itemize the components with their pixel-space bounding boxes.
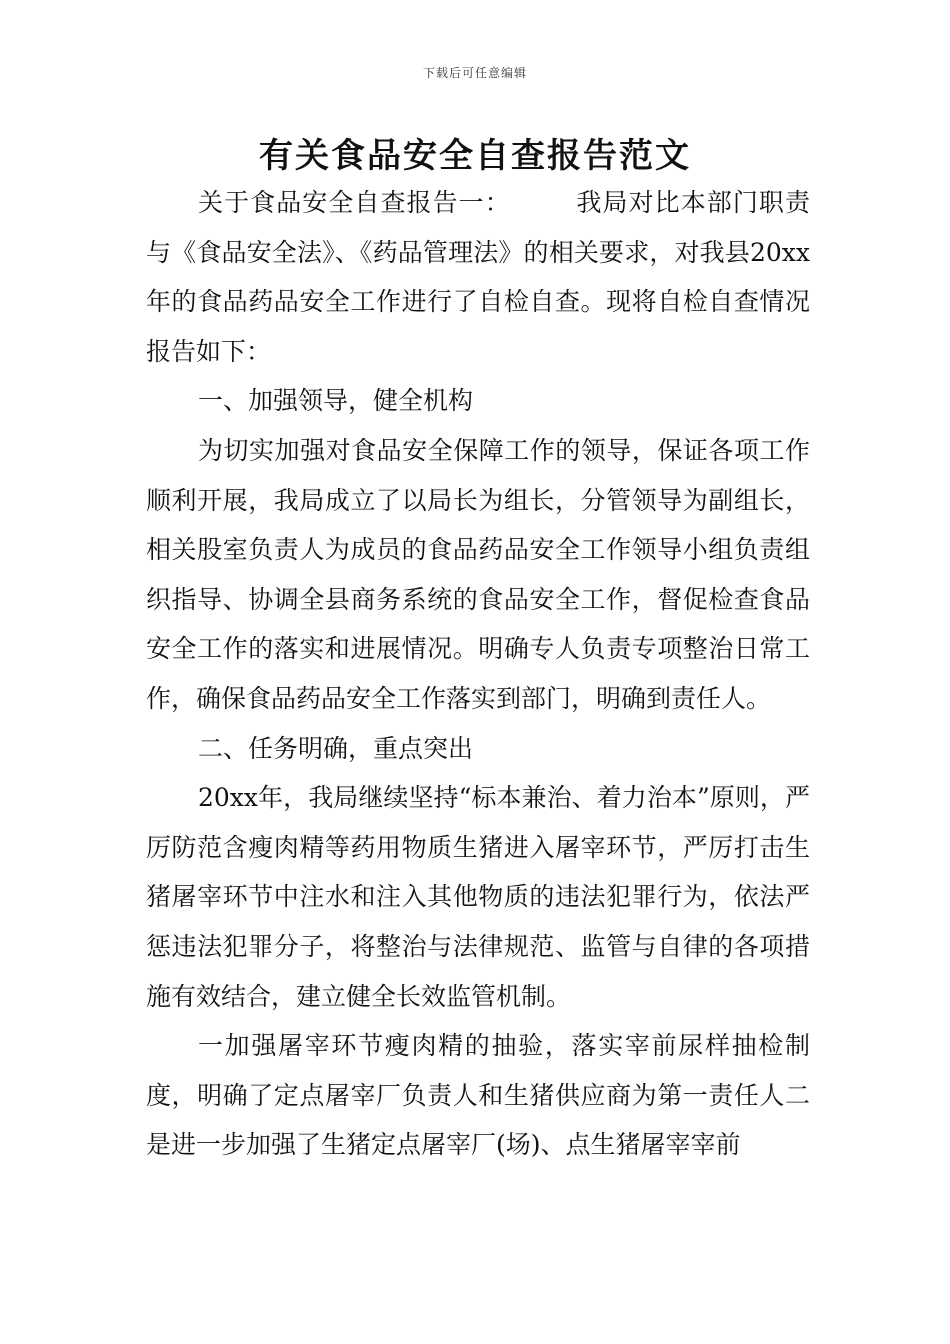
- header-note: 下载后可任意编辑: [422, 66, 527, 80]
- paragraph-tasks: 20xx年，我局继续坚持“标本兼治、着力治本”原则，严厉防范含瘦肉精等药用物质生猪进入屠宰环节，严厉打击生猪屠宰环节中注水和注入其他物质的违法犯罪行为，依法严惩违法犯罪分子，将整治与法律规范、监管与自律的各项措施有效结合，建立健全长效监管机制。: [146, 783, 810, 1011]
- document-title: 有关食品安全自查报告范文: [259, 136, 691, 176]
- section-heading-2: 二、任务明确，重点突出: [198, 733, 474, 763]
- document-body: [146, 178, 810, 1170]
- paragraph-intro: 关于食品安全自查报告一： 我局对比本部门职责与《食品安全法》、《药品管理法》的相关要求，对我县20xx年的食品药品安全工作进行了自检自查。现将自检自查情况报告如下：: [146, 188, 810, 366]
- paragraph-leadership: 为切实加强对食品安全保障工作的领导，保证各项工作顺利开展，我局成立了以局长为组长，分管领导为副组长，相关股室负责人为成员的食品药品安全工作领导小组负责组织指导、协调全县商务系统的食品安全工作，督促检查食品安全工作的落实和进展情况。明确专人负责专项整治日常工作，确保食品药品安全工作落实到部门，明确到责任人。: [146, 435, 810, 713]
- paragraph-inspection: 一加强屠宰环节瘦肉精的抽验，落实宰前尿样抽检制度，明确了定点屠宰厂负责人和生猪供应商为第一责任人二是进一步加强了生猪定点屠宰厂(场)、点生猪屠宰宰前: [146, 1031, 810, 1160]
- section-heading-1: 一、加强领导，健全机构: [198, 386, 474, 416]
